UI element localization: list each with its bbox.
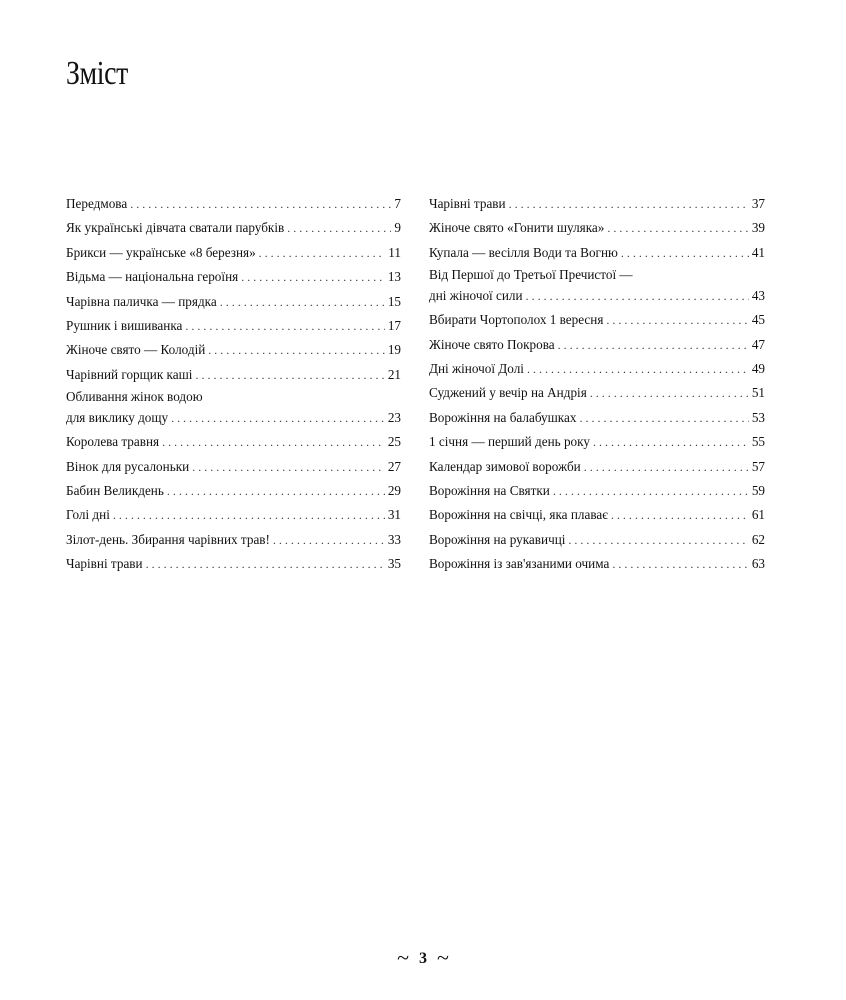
toc-entry-title: Зілот-день. Збирання чарівних трав! bbox=[66, 531, 270, 547]
toc-entry-row bbox=[429, 430, 765, 454]
toc-entry-page: 47 bbox=[751, 336, 765, 352]
toc-entry-page: 62 bbox=[751, 531, 765, 547]
toc-entry-title: Чарівні трави bbox=[429, 196, 506, 211]
toc-entry-page: 29 bbox=[387, 482, 401, 498]
toc-entry[interactable] bbox=[66, 216, 401, 240]
page-number: 3 bbox=[419, 950, 427, 967]
toc-entry-title: Календар зимової ворожби bbox=[429, 458, 581, 474]
toc-entry[interactable] bbox=[66, 552, 401, 576]
toc-entry-row bbox=[429, 216, 765, 240]
toc-entry-page: 23 bbox=[387, 409, 401, 425]
dot-leader bbox=[607, 216, 748, 240]
toc-entry-row bbox=[429, 406, 765, 430]
toc-entry-title-line: Обливання жінок водою bbox=[66, 389, 203, 405]
toc-entry-page: 61 bbox=[751, 507, 765, 523]
toc-entry-page: 53 bbox=[751, 409, 765, 425]
toc-entry-title: Передмова bbox=[66, 196, 128, 211]
toc-entry-row bbox=[66, 552, 401, 576]
footer-ornament-right: ~ bbox=[437, 945, 449, 970]
toc-entry-title: Брикси — українське «8 березня» bbox=[66, 244, 256, 260]
dot-leader bbox=[568, 528, 748, 552]
toc-entry-title: Голі дні bbox=[66, 507, 110, 523]
toc-entry[interactable] bbox=[429, 503, 765, 527]
toc-entry[interactable] bbox=[66, 290, 401, 314]
dot-leader bbox=[208, 338, 385, 362]
toc-entry-page: 19 bbox=[387, 342, 401, 358]
toc-entry-page: 33 bbox=[387, 531, 401, 547]
toc-entry-title: Чарівна паличка — прядка bbox=[66, 293, 217, 309]
toc-entry-page: 59 bbox=[751, 482, 765, 498]
toc-entry-title: Суджений у вечір на Андрія bbox=[429, 385, 587, 401]
toc-right-column bbox=[429, 192, 765, 576]
toc-entry-row bbox=[66, 503, 401, 527]
toc-entry[interactable] bbox=[66, 314, 401, 338]
toc-entry-row bbox=[66, 241, 401, 265]
toc-entry-title: Дні жіночої Долі bbox=[429, 360, 524, 376]
toc-entry-title: Жіноче свято — Колодій bbox=[66, 342, 206, 358]
toc-entry-page: 9 bbox=[394, 220, 401, 236]
dot-leader bbox=[113, 503, 385, 527]
toc-entry-page: 31 bbox=[387, 507, 401, 523]
toc-entry[interactable] bbox=[429, 241, 765, 265]
toc-entry[interactable] bbox=[429, 216, 765, 240]
dot-leader bbox=[192, 455, 385, 479]
footer-ornament-left: ~ bbox=[397, 945, 409, 970]
toc-entry[interactable] bbox=[429, 479, 765, 503]
toc-entry-page: 27 bbox=[387, 458, 401, 474]
toc-entry-row bbox=[66, 290, 401, 314]
dot-leader bbox=[611, 503, 749, 527]
toc-entry-page: 35 bbox=[387, 556, 401, 572]
toc-entry-title: Ворожіння на свічці, яка плаває bbox=[429, 507, 608, 523]
toc-entry[interactable] bbox=[66, 455, 401, 479]
dot-leader bbox=[130, 192, 391, 216]
toc-entry-page: 43 bbox=[751, 287, 765, 303]
dot-leader bbox=[579, 406, 748, 430]
dot-leader bbox=[167, 479, 385, 503]
toc-entry-page: 15 bbox=[387, 293, 401, 309]
toc-entry-page: 37 bbox=[751, 196, 765, 211]
toc-entry[interactable] bbox=[66, 241, 401, 265]
page-title: Зміст bbox=[66, 55, 128, 92]
toc-entry-row bbox=[66, 338, 401, 362]
dot-leader bbox=[195, 363, 384, 387]
toc-entry[interactable] bbox=[429, 381, 765, 405]
toc-entry-title: для виклику дощу bbox=[66, 409, 169, 425]
toc-entry-page: 17 bbox=[387, 317, 401, 333]
toc-entry-page: 25 bbox=[387, 434, 401, 450]
toc-entry-page: 55 bbox=[751, 434, 765, 450]
dot-leader bbox=[621, 241, 749, 265]
toc-entry-row bbox=[66, 406, 401, 430]
toc-entry[interactable] bbox=[429, 455, 765, 479]
toc-entry-title: дні жіночої сили bbox=[429, 287, 523, 303]
toc-entry-row bbox=[429, 528, 765, 552]
toc-entry[interactable] bbox=[429, 308, 765, 332]
toc-entry-title: Бабин Великдень bbox=[66, 482, 164, 498]
toc-entry-page: 41 bbox=[751, 244, 765, 260]
dot-leader bbox=[259, 241, 386, 265]
toc-entry-title: Ворожіння на Святки bbox=[429, 482, 550, 498]
toc-entry-page: 11 bbox=[388, 244, 401, 260]
toc-entry[interactable] bbox=[429, 357, 765, 381]
toc-entry-title: Ворожіння на рукавичці bbox=[429, 531, 566, 547]
toc-entry-page: 7 bbox=[394, 196, 401, 211]
dot-leader bbox=[241, 265, 385, 289]
dot-leader bbox=[558, 333, 749, 357]
toc-entry-title: Вбирати Чортополох 1 вересня bbox=[429, 312, 604, 328]
toc-entry-title: Жіноче свято «Гонити шуляка» bbox=[429, 220, 605, 236]
toc-entry-title: Королева травня bbox=[66, 434, 160, 450]
dot-leader bbox=[220, 290, 385, 314]
toc-entry-title: Як українські дівчата сватали парубків bbox=[66, 220, 285, 236]
toc-entry-row bbox=[429, 357, 765, 381]
toc-entry-row bbox=[66, 216, 401, 240]
toc-entry-row bbox=[66, 265, 401, 289]
dot-leader bbox=[526, 284, 749, 308]
dot-leader bbox=[584, 455, 749, 479]
toc-entry-row bbox=[429, 284, 765, 308]
toc-entry-row bbox=[429, 479, 765, 503]
toc-entry[interactable] bbox=[66, 479, 401, 503]
toc-entry[interactable] bbox=[66, 528, 401, 552]
toc-entry-page: 57 bbox=[751, 458, 765, 474]
toc-entry[interactable] bbox=[66, 192, 401, 216]
toc-entry[interactable] bbox=[429, 265, 765, 308]
toc-entry-row bbox=[66, 192, 401, 216]
toc-entry[interactable] bbox=[66, 265, 401, 289]
toc-entry[interactable] bbox=[429, 406, 765, 430]
toc-entry[interactable] bbox=[66, 363, 401, 387]
toc-entry-title: Чарівний горщик каші bbox=[66, 366, 193, 382]
toc-entry-row bbox=[429, 192, 765, 216]
toc-entry-page: 13 bbox=[387, 269, 401, 285]
toc-entry-title: Купала — весілля Води та Вогню bbox=[429, 244, 618, 260]
toc-entry-page: 51 bbox=[751, 385, 765, 401]
toc-entry[interactable] bbox=[429, 528, 765, 552]
toc-entry-title: Жіноче свято Покрова bbox=[429, 336, 555, 352]
toc-entry[interactable] bbox=[429, 192, 765, 216]
toc-entry[interactable] bbox=[66, 503, 401, 527]
toc-entry-title: Відьма — національна героїня bbox=[66, 269, 239, 285]
toc-left-column bbox=[66, 192, 401, 576]
toc-entry[interactable] bbox=[429, 430, 765, 454]
dot-leader bbox=[273, 528, 385, 552]
dot-leader bbox=[593, 430, 749, 454]
toc-entry-row bbox=[66, 528, 401, 552]
toc-entry-title: Ворожіння на балабушках bbox=[429, 409, 577, 425]
toc-entry-row bbox=[66, 314, 401, 338]
toc-entry-row bbox=[429, 241, 765, 265]
toc-entry-title: Ворожіння із зав'язаними очима bbox=[429, 556, 610, 572]
toc-entry-title: 1 січня — перший день року bbox=[429, 434, 590, 450]
dot-leader bbox=[162, 430, 385, 454]
toc-entry-title: Вінок для русалоньки bbox=[66, 458, 190, 474]
dot-leader bbox=[612, 552, 748, 576]
toc-entry-row bbox=[429, 381, 765, 405]
page-footer bbox=[0, 944, 846, 973]
toc-entry-row bbox=[429, 308, 765, 332]
dot-leader bbox=[553, 479, 749, 503]
toc-entry[interactable] bbox=[429, 552, 765, 576]
toc-entry-row bbox=[66, 479, 401, 503]
toc-entry-page: 63 bbox=[751, 556, 765, 572]
toc-entry-title: Чарівні трави bbox=[66, 556, 143, 572]
toc-entry-row bbox=[66, 363, 401, 387]
toc-entry-page: 39 bbox=[751, 220, 765, 236]
toc-entry[interactable] bbox=[429, 333, 765, 357]
dot-leader bbox=[606, 308, 748, 332]
toc-entry-row bbox=[429, 455, 765, 479]
toc-entry-row bbox=[429, 333, 765, 357]
toc-entry-row bbox=[429, 552, 765, 576]
toc-entry-page: 21 bbox=[387, 366, 401, 382]
toc-entry[interactable] bbox=[66, 387, 401, 430]
toc-entry-title-line: Від Першої до Третьої Пречистої — bbox=[429, 267, 633, 283]
toc-entry-row bbox=[66, 455, 401, 479]
dot-leader bbox=[590, 381, 749, 405]
dot-leader bbox=[171, 406, 385, 430]
toc-entry-row bbox=[66, 430, 401, 454]
dot-leader bbox=[185, 314, 384, 338]
dot-leader bbox=[527, 357, 749, 381]
toc-entry-title: Рушник і вишиванка bbox=[66, 317, 183, 333]
toc-entry[interactable] bbox=[66, 430, 401, 454]
dot-leader bbox=[146, 552, 385, 576]
toc-entry[interactable] bbox=[66, 338, 401, 362]
toc-entry-row bbox=[429, 503, 765, 527]
dot-leader bbox=[287, 216, 391, 240]
toc-entry-page: 49 bbox=[751, 360, 765, 376]
dot-leader bbox=[509, 192, 749, 216]
toc-entry-page: 45 bbox=[751, 312, 765, 328]
